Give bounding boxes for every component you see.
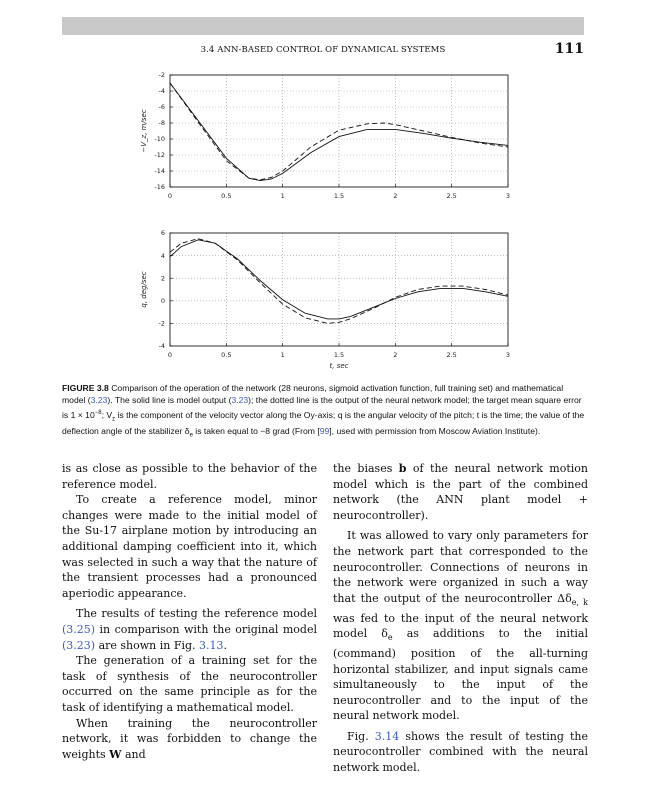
caption-text: is taken equal to −8 grad (From [ bbox=[192, 426, 320, 437]
x-tick-label: 0 bbox=[167, 351, 173, 359]
y-tick-label: 4 bbox=[160, 251, 165, 260]
paragraph bbox=[333, 729, 588, 776]
paragraph-text: and bbox=[121, 747, 146, 761]
y-tick-label: 6 bbox=[160, 229, 165, 238]
caption-text: ], used with permission from Moscow Aviation Institute). bbox=[329, 426, 541, 437]
paragraph: The generation of a training set for the task of synthesis of the neurocontroller occurred on the same principle as for the task of identifying a mathematical model. bbox=[62, 654, 317, 714]
paragraph-text: as additions to the initial (command) position of the all-turning horizontal stabilizer, and input signals came simultaneously to the input of the neurocontroller and to the input of the neural network model. bbox=[333, 627, 588, 723]
x-tick-label: 1.5 bbox=[333, 351, 345, 359]
x-tick-label: 2 bbox=[393, 351, 398, 359]
caption-text: Comparison of the operation of the network (28 neurons, sigmoid activation function, full training set) and mathematical model ( bbox=[62, 383, 564, 406]
caption-exponent: −8 bbox=[94, 409, 102, 416]
y-tick-label: -2 bbox=[158, 71, 165, 80]
y-tick-label: -6 bbox=[158, 103, 165, 112]
caption-citation-link[interactable]: 99 bbox=[319, 426, 330, 437]
paragraph-text: shows the result of testing the neurocontroller combined with the neural network model. bbox=[333, 729, 588, 775]
x-tick-label: 0.5 bbox=[221, 351, 232, 359]
y-tick-label: 0 bbox=[160, 297, 165, 305]
y-tick-label: 2 bbox=[160, 274, 165, 283]
paragraph-text: of the neural network motion model which is the part of the combined network (the ANN plant model + neurocontroller). bbox=[333, 462, 588, 522]
x-axis-label: t, sec bbox=[329, 362, 349, 370]
paragraph bbox=[333, 461, 588, 523]
equation-ref-link[interactable]: (3.23) bbox=[62, 638, 96, 652]
left-column bbox=[62, 461, 317, 762]
x-tick-label: 1 bbox=[280, 351, 285, 359]
y-tick-label: -4 bbox=[158, 342, 165, 351]
y-tick-label: -8 bbox=[158, 119, 165, 128]
caption-text: ; V bbox=[101, 409, 113, 420]
right-column bbox=[333, 461, 588, 776]
plot-frame bbox=[170, 75, 508, 187]
paragraph-text: the biases bbox=[333, 462, 399, 475]
paragraph bbox=[62, 716, 317, 763]
figure-3-8 bbox=[0, 0, 647, 380]
y-axis-label: −V_z, m/sec bbox=[140, 109, 148, 153]
caption-text: ). The solid line is model output ( bbox=[107, 395, 232, 406]
page-number: 111 bbox=[554, 41, 584, 57]
caption-text: ); the dotted line is the output of the neural network model; the target mean square error is 1 × 10 bbox=[62, 395, 582, 420]
paragraph: To create a reference model, minor changes were made to the initial model of the Su-17 airplane motion by introducing an additional damping coefficient into it, which was selected in such a way that the nature of the transient processes had a pronounced aperiodic appearance. bbox=[62, 493, 317, 600]
y-axis-label: q, deg/sec bbox=[140, 271, 148, 308]
paragraph-text: . bbox=[223, 638, 228, 652]
y-tick-label: -16 bbox=[154, 183, 165, 192]
paragraph-text: When training the neurocontroller network, it was forbidden to change the weights bbox=[62, 716, 317, 761]
figure-label: FIGURE 3.8 bbox=[62, 383, 109, 393]
paragraph-text: Fig. bbox=[347, 729, 375, 743]
paragraph-text: was fed to the input of the neural network model δ bbox=[333, 611, 588, 641]
bold-symbol: W bbox=[109, 747, 122, 761]
figure-ref-link[interactable]: 3.13 bbox=[199, 638, 224, 652]
paragraph-text: It was allowed to vary only parameters for the network part that corresponded to the neurocontroller. Connections of neurons in the network were organized in such a way that the output of the neurocontroller Δδ bbox=[333, 529, 588, 605]
y-tick-label: -4 bbox=[158, 87, 165, 96]
x-tick-label: 2.5 bbox=[446, 192, 457, 200]
x-tick-label: 2.5 bbox=[446, 351, 457, 359]
equation-ref-link[interactable]: (3.25) bbox=[62, 622, 96, 636]
paragraph: is as close as possible to the behavior of the reference model. bbox=[62, 462, 317, 491]
paragraph-text: in comparison with the original model bbox=[95, 622, 317, 636]
figure-ref-link[interactable]: 3.14 bbox=[374, 729, 400, 743]
caption-subscript: z bbox=[112, 416, 116, 423]
x-tick-label: 1 bbox=[280, 192, 285, 200]
x-tick-label: 2 bbox=[393, 192, 398, 200]
x-tick-label: 0.5 bbox=[221, 192, 232, 200]
x-tick-label: 3 bbox=[505, 351, 511, 359]
subscript: e, k bbox=[571, 597, 588, 607]
y-tick-label: -14 bbox=[154, 167, 165, 176]
y-tick-label: -10 bbox=[154, 135, 165, 144]
paragraph-text: The results of testing the reference model bbox=[76, 607, 317, 621]
caption-ref-link[interactable]: 3.23 bbox=[90, 395, 108, 406]
x-tick-label: 3 bbox=[505, 192, 511, 200]
caption-text: is the component of the velocity vector along the Oy-axis; q is the angular velocity of the pitch; t is the time; the value of the deflection angle of the stabilizer δ bbox=[62, 409, 585, 437]
paragraph bbox=[333, 528, 588, 724]
x-tick-label: 0 bbox=[167, 192, 173, 200]
running-title: 3.4 ANN-BASED CONTROL OF DYNAMICAL SYSTEMS bbox=[200, 45, 446, 55]
x-tick-label: 1.5 bbox=[333, 192, 345, 200]
y-tick-label: -2 bbox=[158, 319, 165, 328]
caption-subscript: e bbox=[189, 433, 193, 440]
paragraph-text: are shown in Fig. bbox=[95, 638, 200, 652]
paragraph bbox=[62, 606, 317, 653]
subscript: e bbox=[387, 633, 393, 643]
bold-symbol: b bbox=[398, 462, 407, 475]
figure-caption bbox=[62, 382, 588, 442]
caption-ref-link[interactable]: 3.23 bbox=[231, 395, 249, 406]
y-tick-label: -12 bbox=[154, 151, 165, 160]
